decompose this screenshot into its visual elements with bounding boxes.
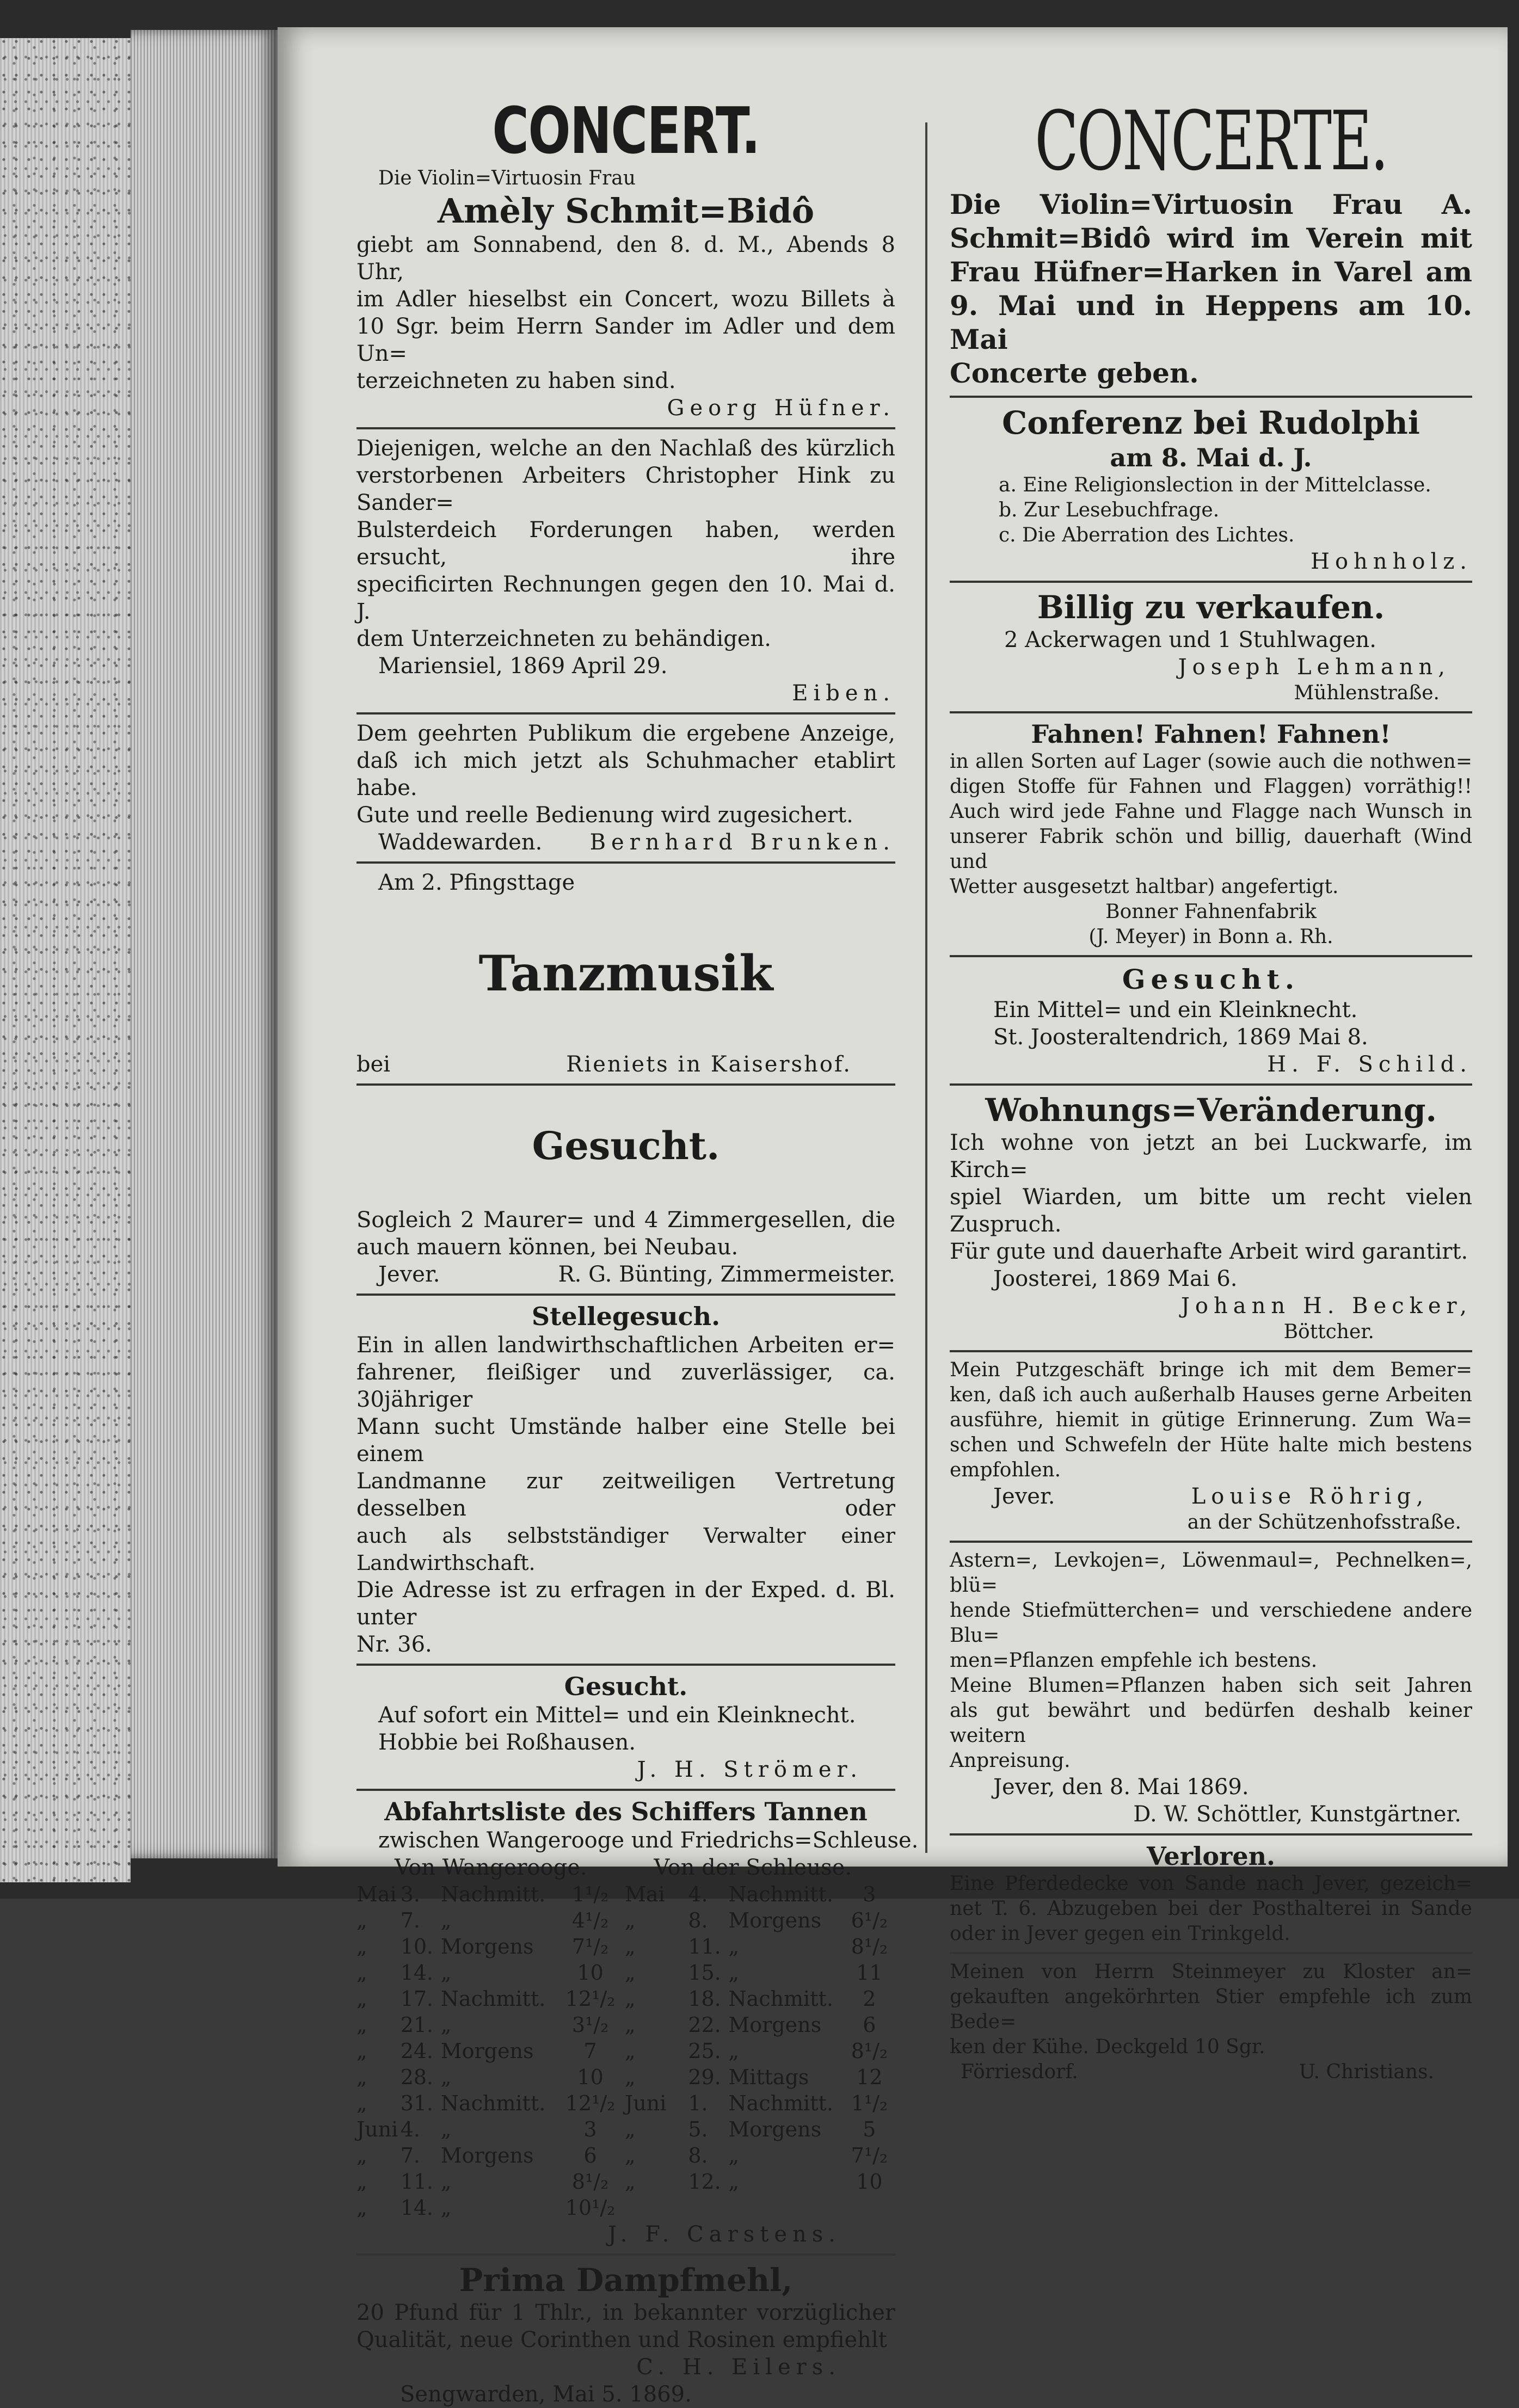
tanzmusik-intro: Am 2. Pfingsttage (378, 870, 575, 895)
ad-fahnen (950, 719, 1472, 950)
abfahrt-cell: „ (440, 2013, 452, 2037)
abfahrt-cell: 2 (863, 1987, 876, 2011)
abfahrt-cell: 10¹/₂ (565, 2196, 616, 2220)
stier-line: gekauften angekörhrten Stier empfehle ich zum Bede= (950, 1986, 1472, 2033)
abfahrt-cell: 18. (688, 1987, 721, 2011)
divider-rule (950, 1952, 1472, 1954)
abfahrt-cell: „ (625, 2117, 636, 2141)
gesucht1-footer (356, 1261, 895, 1288)
stier-line: Meinen von Herrn Steinmeyer zu Kloster an= (950, 1961, 1472, 1983)
putz-line: ausführe, hiemit in gütige Erinnerung. Zum Wa= (950, 1409, 1472, 1431)
divider-rule (356, 1789, 895, 1791)
concerte-line: 9. Mai und in Heppens am 10. Mai (950, 290, 1472, 355)
abfahrt-cell: „ (728, 1961, 740, 1985)
stier-place: Förriesdorf. (961, 2061, 1078, 2083)
concerte-last: Concerte geben. (950, 357, 1199, 389)
concert-line: terzeichneten zu haben sind. (356, 368, 676, 393)
abfahrt-cell: 12. (688, 2170, 721, 2194)
verloren-line: Eine Pferdedecke von Sande nach Jever, gezeich= (950, 1873, 1472, 1895)
abfahrt-cell: „ (625, 2144, 636, 2167)
stellegesuch-line: Ein in allen landwirthschaftlichen Arbeiten er= (356, 1333, 895, 1358)
abfahrt-row (356, 1933, 895, 1960)
gesucht2-line: Hobbie bei Roßhausen. (378, 1730, 636, 1755)
divider-rule (356, 861, 895, 864)
stellegesuch-line: fahrener, fleißiger und zuverlässiger, ca. 30jähriger (356, 1360, 895, 1412)
abfahrt-cell (844, 2195, 895, 2221)
abfahrt-row (356, 2116, 895, 2142)
abfahrt-cell (728, 2195, 843, 2221)
gesucht1-line: Sogleich 2 Maurer= und 4 Zimmergesellen, die (356, 1208, 895, 1233)
nachlass-line: Diejenigen, welche an den Nachlaß des kürzlich (356, 436, 895, 461)
gesucht2-signature: J. H. Strömer. (637, 1757, 863, 1782)
abfahrt-cell: „ (440, 1908, 452, 1932)
abfahrt-cell: 10 (856, 2170, 883, 2194)
divider-rule (356, 2253, 895, 2256)
abfahrt-cell: „ (625, 2065, 636, 2089)
abfahrt-cell (688, 2195, 728, 2221)
abfahrt-cell: Nachmitt. (728, 1882, 833, 1906)
putz-line: Mein Putzgeschäft bringe ich mit dem Bemer= (950, 1359, 1472, 1381)
abfahrt-row (356, 2169, 895, 2195)
divider-rule (950, 396, 1472, 398)
abfahrt-cell: Mittags (728, 2065, 809, 2089)
abfahrt-cell: 8¹/₂ (571, 2170, 609, 2194)
abfahrt-cell: 25. (688, 2039, 721, 2063)
abfahrt-cell: 6¹/₂ (851, 1908, 888, 1932)
schuhmacher-footer (356, 829, 895, 856)
abfahrt-cell: Morgens (728, 2013, 822, 2037)
blumen-line: men=Pflanzen empfehle ich bestens. (950, 1649, 1318, 1672)
ad-gesucht-2 (356, 1671, 895, 1783)
wohnung-line: spiel Wiarden, um bitte um recht vielen Zuspruch. (950, 1185, 1472, 1237)
abfahrt-cell: 28. (400, 2065, 434, 2089)
ad-abfahrtsliste (356, 1796, 919, 2248)
abfahrt-cell: Nachmitt. (728, 1987, 833, 2011)
abfahrt-cell: Morgens (440, 1935, 534, 1959)
nachlass-line: verstorbenen Arbeiters Christopher Hink zu Sander= (356, 463, 895, 515)
divider-rule (356, 1083, 895, 1086)
gesucht1-signature: R. G. Bünting, Zimmermeister. (558, 1262, 895, 1287)
abfahrt-cell: „ (440, 1961, 452, 1985)
blumen-line: hende Stiefmütterchen= und verschiedene andere Blu= (950, 1599, 1472, 1647)
fahnen-line: Auch wird jede Fahne und Flagge nach Wunsch in (950, 800, 1472, 823)
blumen-line: Astern=, Levkojen=, Löwenmaul=, Pechnelken=, blü= (950, 1549, 1472, 1597)
abfahrt-cell: 11. (400, 2170, 434, 2194)
divider-rule (356, 712, 895, 715)
stellegesuch-line: Landmanne zur zeitweiligen Vertretung desselben oder (356, 1469, 895, 1521)
gesucht3-heading: Gesucht. (1122, 963, 1300, 995)
abfahrt-row (356, 2012, 895, 2038)
concert-intro: Die Violin=Virtuosin Frau (378, 167, 636, 189)
abfahrt-cell: „ (728, 2170, 740, 2194)
gesucht3-signature: H. F. Schild. (1267, 1052, 1472, 1077)
abfahrt-cell: 3 (863, 1882, 876, 1906)
gesucht1-line: auch mauern können, bei Neubau. (356, 1235, 739, 1260)
stellegesuch-line: auch als selbstständiger Verwalter einer Landwirthschaft. (356, 1524, 895, 1575)
ad-schuhmacher (356, 720, 895, 856)
abfahrt-row (356, 1960, 895, 1986)
billig-address: Mühlenstraße. (1294, 682, 1440, 704)
nachlass-line: specificirten Rechnungen gegen den 10. Mai d. J. (356, 572, 895, 624)
billig-signature: Joseph Lehmann, (1178, 655, 1450, 680)
abfahrt-cell: „ (728, 2144, 740, 2167)
abfahrt-cell: 8¹/₂ (851, 2039, 888, 2063)
abfahrt-cell: „ (356, 2013, 367, 2037)
gesucht2-line: Auf sofort ein Mittel= und ein Kleinknecht. (378, 1703, 856, 1728)
abfahrt-cell: 21. (400, 2013, 434, 2037)
concert-line: 10 Sgr. beim Herrn Sander im Adler und dem Un= (356, 314, 895, 366)
ad-conferenz (950, 403, 1472, 575)
ad-gesucht-1 (356, 1124, 895, 1288)
gesucht1-place: Jever. (378, 1262, 440, 1287)
ad-stier (950, 1960, 1472, 2085)
nachlass-line: dem Unterzeichneten zu behändigen. (356, 626, 771, 651)
page-stack-gutter (131, 30, 278, 1858)
abfahrt-cell: Nachmitt. (440, 1882, 546, 1906)
abfahrt-cell: 10 (577, 1961, 604, 1985)
conferenz-item: a. Eine Religionslection in der Mittelclasse. (999, 474, 1431, 496)
ad-blumen (950, 1548, 1472, 1828)
fahnen-last: Wetter ausgesetzt haltbar) angefertigt. (950, 876, 1339, 898)
wohnung-line: Ich wohne von jetzt an bei Luckwarfe, im Kirch= (950, 1130, 1472, 1183)
abfahrt-cell: 29. (688, 2065, 721, 2089)
abfahrt-cell: 22. (688, 2013, 721, 2037)
divider-rule (950, 1541, 1472, 1543)
abfahrt-cell: 24. (400, 2039, 434, 2063)
ad-putz (950, 1358, 1472, 1535)
abfahrt-cell: 1. (688, 2091, 708, 2115)
abfahrt-cell: 4. (400, 2117, 420, 2141)
abfahrt-heading: Abfahrtsliste des Schiffers Tannen (384, 1797, 868, 1826)
abfahrt-cell: „ (356, 2196, 367, 2220)
concert-heading: CONCERT. (492, 93, 760, 168)
fahnen-line: in allen Sorten auf Lager (sowie auch die nothwen= (950, 750, 1472, 773)
abfahrt-cell: „ (356, 1935, 367, 1959)
ad-wohnung (950, 1091, 1472, 1345)
abfahrt-cell: „ (356, 2091, 367, 2115)
putz-last: empfohlen. (950, 1459, 1061, 1481)
nachlass-signature: Eiben. (792, 681, 895, 706)
dampfmehl-line: 20 Pfund für 1 Thlr., in bekannter vorzüglicher (356, 2300, 895, 2325)
abfahrt-cell: 7. (400, 2144, 420, 2167)
ad-tanzmusik (356, 869, 895, 1078)
schuhmacher-place: Waddewarden. (378, 830, 543, 855)
abfahrt-cell: „ (440, 2117, 452, 2141)
stier-signature: U. Christians. (1299, 2061, 1434, 2083)
ad-verloren (950, 1841, 1472, 1947)
abfahrt-cell: Mai (356, 1882, 397, 1906)
abfahrt-sub: zwischen Wangerooge und Friedrichs=Schleuse. (378, 1828, 919, 1853)
wohnung-line: Für gute und dauerhafte Arbeit wird garantirt. (950, 1239, 1468, 1264)
divider-rule (950, 1833, 1472, 1836)
abfahrt-cell: 12¹/₂ (565, 1987, 616, 2011)
abfahrt-row (356, 1907, 895, 1933)
abfahrt-cell: 14. (400, 2196, 434, 2220)
abfahrt-cell: Juni (356, 2117, 398, 2141)
abfahrt-cell: „ (625, 2039, 636, 2063)
divider-rule (356, 1294, 895, 1296)
conferenz-heading: Conferenz bei Rudolphi (1002, 404, 1420, 441)
tanzmusik-heading: Tanzmusik (478, 945, 773, 1002)
abfahrt-cell: 31. (400, 2091, 434, 2115)
abfahrt-cell: 5 (863, 2117, 876, 2141)
gesucht3-place-date: St. Joosteraltendrich, 1869 Mai 8. (993, 1025, 1368, 1050)
schuhmacher-line: Gute und reelle Bedienung wird zugesichert. (356, 803, 853, 828)
gesucht1-heading: Gesucht. (532, 1123, 720, 1168)
divider-rule (950, 1350, 1472, 1352)
abfahrt-cell (625, 2195, 688, 2221)
fahnen-signature-2: (J. Meyer) in Bonn a. Rh. (1088, 926, 1333, 948)
abfahrt-cell: „ (356, 2065, 367, 2089)
abfahrt-cell: „ (440, 2170, 452, 2194)
divider-rule (356, 1664, 895, 1666)
abfahrt-cell: „ (625, 1987, 636, 2011)
concerte-line: Frau Hüfner=Harken in Varel am (950, 256, 1472, 288)
concerte-line: Schmit=Bidô wird im Verein mit (950, 222, 1472, 254)
abfahrt-cell: 10 (577, 2065, 604, 2089)
gesucht2-heading: Gesucht. (564, 1672, 688, 1701)
nachlass-place-date: Mariensiel, 1869 April 29. (378, 654, 668, 679)
abfahrt-cell: Nachmitt. (440, 2091, 546, 2115)
abfahrt-cell: 3. (400, 1882, 420, 1906)
conferenz-sub: am 8. Mai d. J. (1110, 443, 1312, 472)
ad-dampfmehl (356, 2261, 895, 2408)
abfahrt-cell: „ (356, 2039, 367, 2063)
fahnen-signature-1: Bonner Fahnenfabrik (1105, 901, 1317, 923)
abfahrt-cell: 15. (688, 1961, 721, 1985)
abfahrt-cell: 6 (583, 2144, 597, 2167)
abfahrt-row (356, 1881, 895, 1907)
concert-signature: Georg Hüfner. (667, 396, 895, 421)
abfahrt-cell: 8¹/₂ (851, 1935, 888, 1959)
abfahrt-table (356, 1881, 895, 2221)
abfahrt-row (356, 2142, 895, 2169)
blumen-line: Anpreisung. (950, 1750, 1071, 1772)
putz-line: schen und Schwefeln der Hüte halte mich bestens (950, 1434, 1472, 1456)
abfahrt-cell: Morgens (728, 1908, 822, 1932)
dampfmehl-line: Qualität, neue Corinthen und Rosinen empfiehlt (356, 2327, 887, 2352)
fahnen-heading: Fahnen! Fahnen! Fahnen! (1031, 719, 1391, 749)
wohnung-heading: Wohnungs=Veränderung. (985, 1092, 1437, 1129)
ad-billig (950, 588, 1472, 706)
concert-line: giebt am Sonnabend, den 8. d. M., Abends 8 Uhr, (356, 232, 895, 285)
abfahrt-cell: 7¹/₂ (571, 1935, 609, 1959)
right-column (950, 95, 1472, 2085)
stier-last: ken der Kühe. Deckgeld 10 Sgr. (950, 2036, 1265, 2058)
conferenz-item: b. Zur Lesebuchfrage. (999, 499, 1220, 521)
abfahrt-cell: „ (625, 2170, 636, 2194)
abfahrt-cell: „ (356, 1908, 367, 1932)
stier-footer (950, 2060, 1472, 2085)
book-edge-speckle (0, 38, 131, 1882)
schuhmacher-line: daß ich mich jetzt als Schuhmacher etablirt habe. (356, 748, 895, 800)
abfahrt-cell: 10. (400, 1935, 434, 1959)
schuhmacher-line: Dem geehrten Publikum die ergebene Anzeige, (356, 721, 895, 746)
abfahrt-cell: 12¹/₂ (565, 2091, 616, 2115)
abfahrt-cell: „ (356, 1961, 367, 1985)
abfahrt-row (356, 2195, 895, 2221)
abfahrt-col-a: Von Wangerooge. (395, 1855, 587, 1880)
abfahrt-cell: 7. (400, 1908, 420, 1932)
abfahrt-cell: 11. (688, 1935, 721, 1959)
abfahrt-cell: „ (440, 2065, 452, 2089)
abfahrt-cell: 8. (688, 2144, 708, 2167)
wohnung-place-date: Joosterei, 1869 Mai 6. (993, 1266, 1238, 1291)
abfahrt-cell: Juni (625, 2091, 667, 2115)
wohnung-title: Böttcher. (1283, 1321, 1374, 1343)
putz-place: Jever. (993, 1484, 1055, 1509)
abfahrt-cell: 11 (856, 1961, 883, 1985)
abfahrt-cell: 3 (583, 2117, 597, 2141)
abfahrt-cell: Mai (625, 1882, 665, 1906)
abfahrt-signature: J. F. Carstens. (607, 2222, 841, 2247)
abfahrt-cell: 17. (400, 1987, 434, 2011)
dampfmehl-heading: Prima Dampfmehl, (459, 2262, 793, 2299)
blumen-line: Meine Blumen=Pflanzen haben sich seit Jahren (950, 1674, 1472, 1697)
tanzmusik-venue: Rieniets in Kaisershof. (566, 1052, 852, 1077)
abfahrt-cell: „ (728, 1935, 740, 1959)
abfahrt-cell: „ (625, 2013, 636, 2037)
abfahrt-cell: „ (625, 1935, 636, 1959)
ad-concert (356, 95, 895, 422)
abfahrt-cell: Morgens (728, 2117, 822, 2141)
abfahrt-cell: Nachmitt. (728, 2091, 833, 2115)
verloren-heading: Verloren. (1146, 1842, 1276, 1871)
verloren-line: net T. 6. Abzugeben bei der Posthalterei in Sande (950, 1898, 1472, 1920)
stellegesuch-heading: Stellegesuch. (531, 1302, 721, 1331)
abfahrt-cell: „ (440, 2196, 452, 2220)
conferenz-item: c. Die Aberration des Lichtes. (999, 524, 1295, 546)
abfahrt-cell: 3¹/₂ (571, 2013, 609, 2037)
tanzmusik-venue-line (356, 1051, 895, 1078)
concert-line: im Adler hieselbst ein Concert, wozu Billets à (356, 287, 895, 312)
concerte-heading: CONCERTE. (1035, 94, 1387, 189)
dampfmehl-signature: C. H. Eilers. (636, 2355, 841, 2380)
divider-rule (356, 427, 895, 429)
ad-nachlass (356, 435, 895, 707)
abfahrt-cell: 7¹/₂ (851, 2144, 888, 2167)
abfahrt-cell: Morgens (440, 2039, 534, 2063)
left-column (356, 93, 919, 2408)
billig-line: 2 Ackerwagen und 1 Stuhlwagen. (1004, 627, 1376, 652)
wohnung-signature: Johann H. Becker, (1180, 1294, 1472, 1319)
tanzmusik-bei: bei (356, 1052, 391, 1077)
divider-rule (950, 1083, 1472, 1086)
ad-stellegesuch (356, 1301, 895, 1658)
divider-rule (950, 955, 1472, 957)
divider-rule (950, 711, 1472, 713)
abfahrt-cell: 6 (863, 2013, 876, 2037)
abfahrt-row (356, 2090, 895, 2116)
abfahrt-cell: 4. (688, 1882, 708, 1906)
putz-line: ken, daß ich auch außerhalb Hauses gerne Arbeiten (950, 1384, 1472, 1406)
ad-gesucht-3 (950, 963, 1472, 1078)
abfahrt-cell: „ (356, 2170, 367, 2194)
abfahrt-cell: 1¹/₂ (851, 2091, 888, 2115)
nachlass-line: Bulsterdeich Forderungen haben, werden ersucht, ihre (356, 518, 895, 570)
abfahrt-cell: „ (356, 1987, 367, 2011)
abfahrt-row (356, 1986, 895, 2012)
blumen-line: als gut bewährt und bedürfen deshalb keiner weitern (950, 1699, 1472, 1747)
blumen-signature: D. W. Schöttler, Kunstgärtner. (1133, 1802, 1461, 1827)
abfahrt-cell: „ (625, 1908, 636, 1932)
abfahrt-cell: Morgens (440, 2144, 534, 2167)
divider-rule (950, 581, 1472, 583)
abfahrt-cell: 1¹/₂ (571, 1882, 609, 1906)
abfahrt-cell: „ (356, 2144, 367, 2167)
stellegesuch-line: Die Adresse ist zu erfragen in der Exped. d. Bl. unter (356, 1578, 895, 1630)
dampfmehl-place-date: Sengwarden, Mai 5. 1869. (400, 2382, 692, 2407)
abfahrt-cell: 8. (688, 1908, 708, 1932)
abfahrt-row (356, 2064, 895, 2090)
schuhmacher-signature: Bernhard Brunken. (589, 830, 895, 855)
abfahrt-cell: „ (625, 1961, 636, 1985)
abfahrt-cell: 14. (400, 1961, 434, 1985)
blumen-place-date: Jever, den 8. Mai 1869. (993, 1775, 1249, 1800)
putz-signature: Louise Röhrig, (1191, 1484, 1429, 1509)
abfahrt-cell: 5. (688, 2117, 708, 2141)
billig-heading: Billig zu verkaufen. (1037, 589, 1385, 626)
putz-address: an der Schützenhofsstraße. (1187, 1511, 1461, 1534)
verloren-last: oder in Jever gegen ein Trinkgeld. (950, 1923, 1290, 1945)
abfahrt-cell: Nachmitt. (440, 1987, 546, 2011)
abfahrt-cell: 12 (856, 2065, 883, 2089)
ad-concerte (950, 95, 1472, 390)
abfahrt-col-b: Von der Schleuse. (654, 1855, 852, 1880)
abfahrt-column-headers (356, 1854, 895, 1881)
fahnen-line: digen Stoffe für Fahnen und Flaggen) vorräthig!! (950, 775, 1472, 798)
stellegesuch-last: Nr. 36. (356, 1632, 432, 1657)
concerte-line: Die Violin=Virtuosin Frau A. (950, 188, 1472, 220)
abfahrt-cell: „ (728, 2039, 740, 2063)
column-divider (925, 122, 927, 1853)
gesucht3-line: Ein Mittel= und ein Kleinknecht. (993, 997, 1358, 1023)
concert-name: Amèly Schmit=Bidô (437, 191, 815, 231)
stellegesuch-line: Mann sucht Umstände halber eine Stelle bei einem (356, 1414, 895, 1467)
conferenz-signature: Hohnholz. (1311, 549, 1472, 574)
abfahrt-row (356, 2038, 895, 2064)
putz-footer (950, 1483, 1472, 1510)
fahnen-line: unserer Fabrik schön und billig, dauerhaft (Wind und (950, 826, 1472, 873)
abfahrt-cell: 4¹/₂ (571, 1908, 609, 1932)
abfahrt-cell: 7 (583, 2039, 597, 2063)
